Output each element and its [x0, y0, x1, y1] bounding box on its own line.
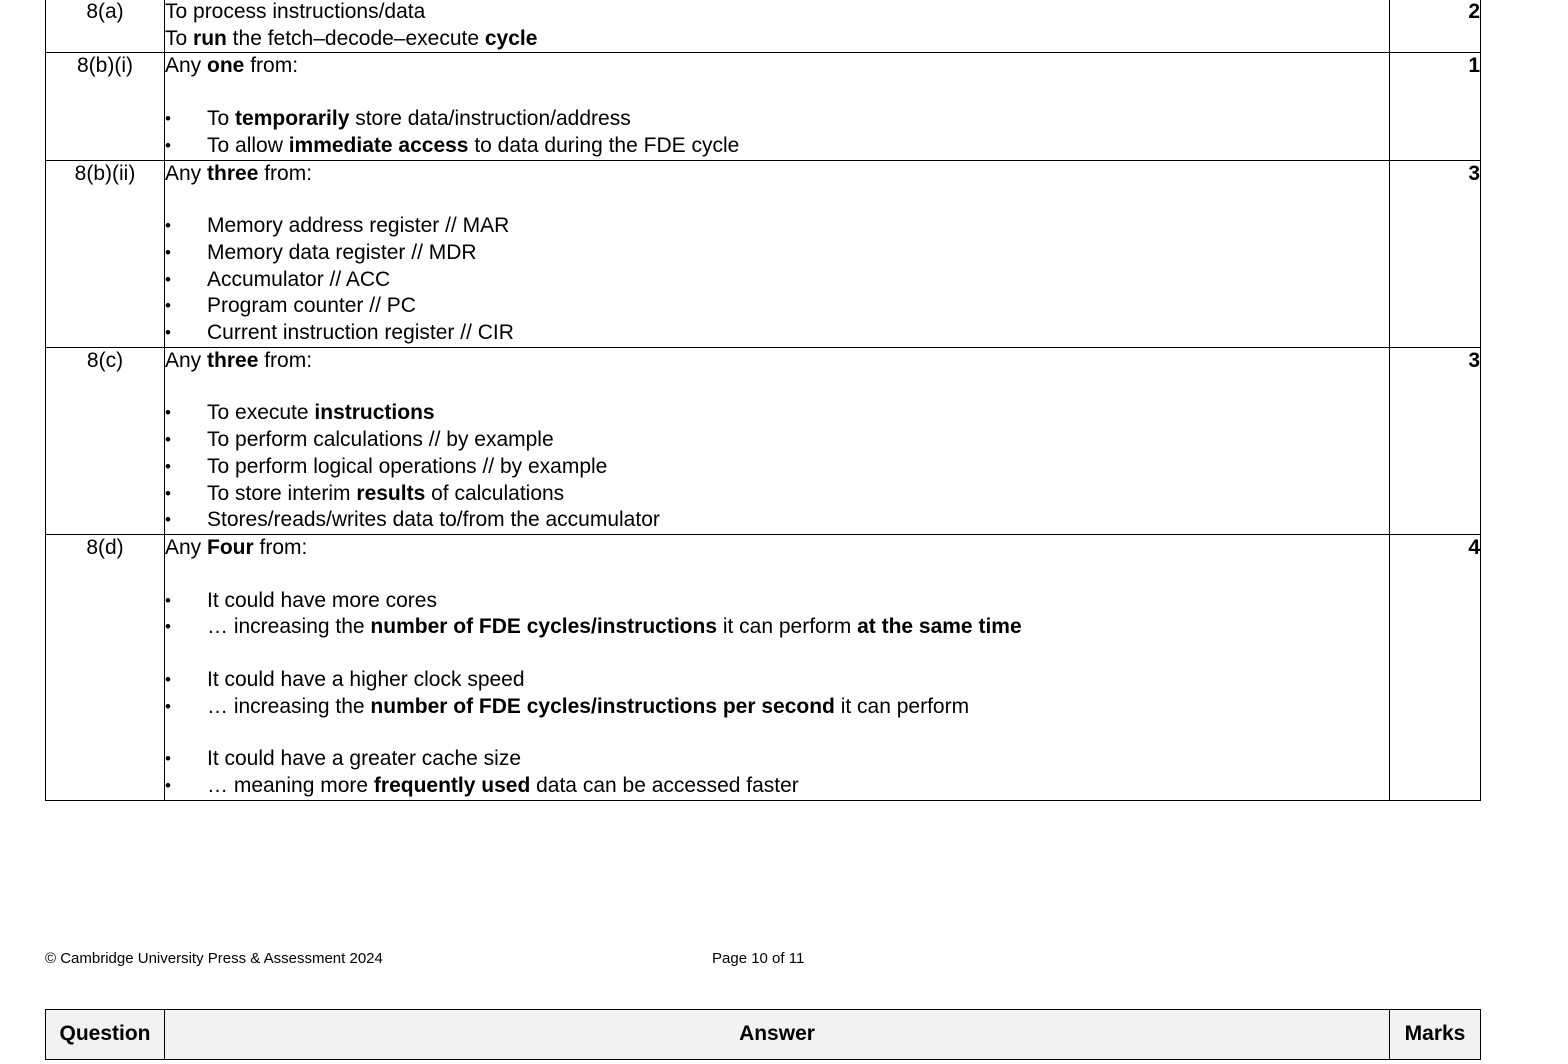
text-segment: the fetch–decode–execute — [226, 26, 485, 50]
question-number: 8(b)(i) — [46, 53, 165, 160]
emphasis-text: results — [356, 481, 426, 505]
answer-intro — [165, 348, 1389, 375]
text-segment: … increasing the — [207, 694, 371, 718]
answer-cell — [165, 160, 1390, 347]
marks-value: 1 — [1390, 53, 1481, 160]
text-segment: To — [165, 26, 194, 50]
text-segment: from: — [253, 535, 308, 559]
emphasis-text: temporarily — [235, 107, 350, 131]
bullet-list — [165, 213, 1389, 347]
bullet-item — [165, 481, 1389, 508]
answer-cell — [165, 534, 1390, 800]
text-segment: It could have more cores — [207, 588, 437, 612]
text-segment: Program counter // PC — [207, 294, 416, 318]
answer-line — [165, 0, 1389, 26]
answer-intro — [165, 535, 1389, 562]
question-row — [46, 53, 1481, 160]
bullet-item — [165, 746, 1389, 773]
marks-value: 2 — [1390, 0, 1481, 53]
emphasis-text: three — [207, 348, 259, 372]
text-segment: from: — [258, 348, 313, 372]
bullet-item — [165, 614, 1389, 641]
bullet-item — [165, 427, 1389, 454]
bullet-item — [165, 667, 1389, 694]
emphasis-text: one — [207, 54, 245, 78]
bullet-item — [165, 293, 1389, 320]
text-segment: To perform logical operations // by example — [207, 454, 608, 478]
question-row — [46, 160, 1481, 347]
text-segment: To process instructions/data — [165, 0, 426, 23]
text-segment: Any — [165, 161, 208, 185]
text-segment: Any — [165, 54, 208, 78]
answer-intro — [165, 161, 1389, 188]
text-segment: data can be accessed faster — [530, 774, 799, 798]
footer-page-number: Page 10 of 11 — [712, 950, 805, 967]
marks-value: 4 — [1390, 534, 1481, 800]
question-row — [46, 0, 1481, 53]
emphasis-text: immediate access — [288, 133, 469, 157]
question-column-header: Question — [46, 1010, 165, 1060]
text-segment: from: — [244, 54, 299, 78]
text-segment: it can perform — [834, 694, 970, 718]
bullet-list — [165, 106, 1389, 159]
emphasis-text: Four — [207, 535, 254, 559]
bullet-list — [165, 588, 1389, 641]
text-segment: Stores/reads/writes data to/from the accumulator — [207, 508, 660, 532]
bullet-item — [165, 694, 1389, 721]
footer-copyright: © Cambridge University Press & Assessment 2024 — [45, 950, 383, 967]
emphasis-text: frequently used — [373, 774, 531, 798]
bullet-item — [165, 106, 1389, 133]
marks-value: 3 — [1390, 347, 1481, 534]
bullet-item — [165, 213, 1389, 240]
text-segment: … meaning more — [207, 774, 374, 798]
answer-line — [165, 26, 1389, 53]
bullet-list — [165, 746, 1389, 799]
text-segment: To store interim — [207, 481, 357, 505]
emphasis-text: run — [193, 26, 227, 50]
bullet-list — [165, 667, 1389, 720]
next-page-header-table — [45, 1009, 1481, 1060]
header-row — [46, 1010, 1481, 1060]
bullet-item — [165, 320, 1389, 347]
emphasis-text: number of FDE cycles/instructions per second — [370, 694, 835, 718]
bullet-item — [165, 400, 1389, 427]
text-segment: Current instruction register // CIR — [207, 321, 514, 345]
bullet-item — [165, 507, 1389, 534]
text-segment: To — [207, 107, 236, 131]
emphasis-text: cycle — [484, 26, 538, 50]
question-number: 8(b)(ii) — [46, 160, 165, 347]
emphasis-text: at the same time — [857, 615, 1022, 639]
emphasis-text: three — [207, 161, 259, 185]
marks-value: 3 — [1390, 160, 1481, 347]
answer-cell — [165, 0, 1390, 53]
bullet-item — [165, 588, 1389, 615]
answer-cell — [165, 347, 1390, 534]
bullet-item — [165, 454, 1389, 481]
emphasis-text: number of FDE cycles/instructions — [370, 615, 717, 639]
text-segment: from: — [258, 161, 313, 185]
text-segment: to data during the FDE cycle — [468, 133, 740, 157]
text-segment: it can perform — [717, 615, 858, 639]
question-row — [46, 347, 1481, 534]
marks-column-header: Marks — [1390, 1010, 1481, 1060]
answer-cell — [165, 53, 1390, 160]
emphasis-text: instructions — [314, 401, 435, 425]
text-segment: Any — [165, 348, 208, 372]
question-number: 8(a) — [46, 0, 165, 53]
text-segment: of calculations — [425, 481, 565, 505]
question-number: 8(c) — [46, 347, 165, 534]
mark-scheme-rows — [46, 0, 1481, 800]
text-segment: Memory data register // MDR — [207, 240, 477, 264]
text-segment: It could have a greater cache size — [207, 747, 522, 771]
text-segment: Any — [165, 535, 208, 559]
bullet-item — [165, 267, 1389, 294]
bullet-item — [165, 240, 1389, 267]
text-segment: To allow — [207, 133, 289, 157]
text-segment: … increasing the — [207, 615, 371, 639]
answer-column-header: Answer — [165, 1010, 1390, 1060]
text-segment: store data/instruction/address — [349, 107, 631, 131]
text-segment: To perform calculations // by example — [207, 428, 554, 452]
bullet-item — [165, 133, 1389, 160]
text-segment: Memory address register // MAR — [207, 214, 510, 238]
text-segment: To execute — [207, 401, 315, 425]
bullet-item — [165, 773, 1389, 800]
bullet-list — [165, 400, 1389, 534]
text-segment: Accumulator // ACC — [207, 267, 391, 291]
answer-intro — [165, 53, 1389, 80]
question-number: 8(d) — [46, 534, 165, 800]
mark-scheme-table — [45, 0, 1481, 801]
question-row — [46, 534, 1481, 800]
text-segment: It could have a higher clock speed — [207, 668, 525, 692]
